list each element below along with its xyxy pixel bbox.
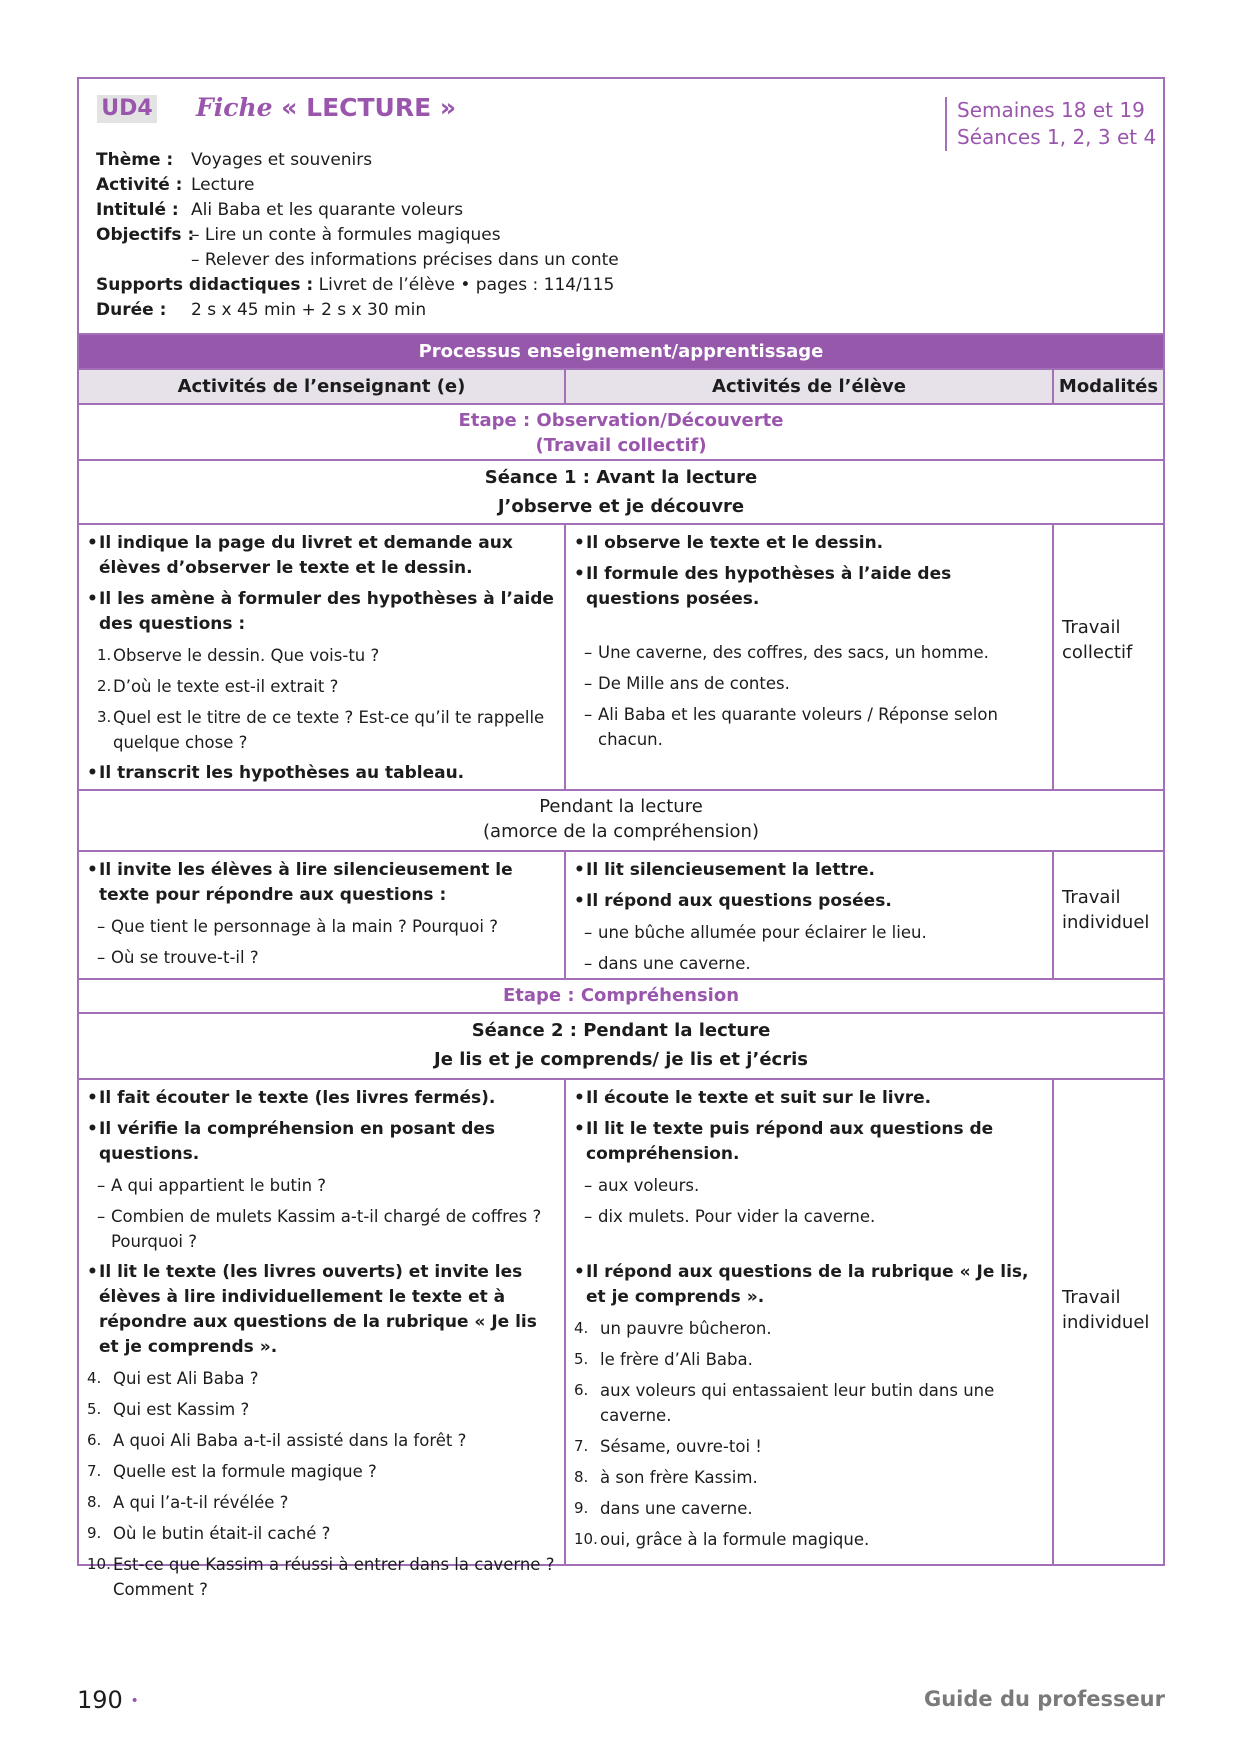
- numbered-item: 4. un pauvre bûcheron.: [574, 1319, 772, 1338]
- bullet-icon: •: [130, 1693, 139, 1709]
- question-item: 3. Quel est le titre de ce texte ? Est-ce qu’il te rappelle quelque chose ?: [97, 708, 545, 752]
- teacher-step: • Il invite les élèves à lire silencieusement le texte pour répondre aux questions :: [87, 858, 556, 908]
- teacher-step: • Il transcrit les hypothèses au tableau.: [87, 761, 556, 786]
- objectif-1: – Lire un conte à formules magiques: [191, 225, 501, 245]
- numbered-item: 10. oui, grâce à la formule magique.: [574, 1530, 870, 1549]
- modalite-cell-1: [1054, 525, 1163, 789]
- numbered-answers: [574, 1316, 1044, 1552]
- unit-badge: UD4: [97, 95, 157, 123]
- teacher-cell-1: [79, 525, 566, 789]
- answer-item: – Une caverne, des coffres, des sacs, un homme.: [584, 643, 989, 662]
- info-row-duree: [96, 298, 614, 323]
- column-headers: [79, 368, 1163, 405]
- teacher-cell-3: [79, 1080, 566, 1599]
- sheet-title-prefix: Fiche: [196, 93, 273, 122]
- student-cell-2: [566, 852, 1054, 978]
- student-step: • Il écoute le texte et suit sur le livre.: [574, 1086, 1044, 1111]
- theme-value: Voyages et souvenirs: [191, 150, 373, 170]
- student-cell-3: [566, 1080, 1054, 1564]
- student-step: • Il observe le texte et le dessin.: [574, 531, 1044, 556]
- numbered-item: 6. aux voleurs qui entassaient leur butin dans une caverne.: [574, 1381, 995, 1425]
- question-item: 1. Observe le dessin. Que vois-tu ?: [97, 646, 380, 665]
- question-item: – Où se trouve-t-il ?: [97, 948, 259, 967]
- modalite-text: individuel: [1062, 1312, 1150, 1333]
- duree-label: Durée :: [96, 300, 167, 320]
- student-step: • Il lit le texte puis répond aux questions de compréhension.: [574, 1117, 1044, 1167]
- student-step: • Il répond aux questions de la rubrique « Je lis, et je comprends ».: [574, 1260, 1044, 1310]
- student-step: • Il lit silencieusement la lettre.: [574, 858, 1044, 883]
- question-item: – A qui appartient le butin ?: [97, 1176, 327, 1195]
- question-item: 2. D’où le texte est-il extrait ?: [97, 677, 339, 696]
- etape-observation-sub: (Travail collectif): [535, 435, 707, 456]
- col-modalites-header: Modalités: [1058, 376, 1159, 397]
- intitule-value: Ali Baba et les quarante voleurs: [191, 200, 464, 220]
- numbered-item: 5. le frère d’Ali Baba.: [574, 1350, 753, 1369]
- modalite-text: collectif: [1062, 642, 1133, 663]
- intitule-label: Intitulé :: [96, 200, 179, 220]
- answer-item: – une bûche allumée pour éclairer le lieu.: [584, 923, 927, 942]
- numbered-item: 6. A quoi Ali Baba a-t-il assisté dans la forêt ?: [87, 1431, 467, 1450]
- info-row-theme: [96, 148, 614, 173]
- numbered-item: 7. Quelle est la formule magique ?: [87, 1462, 377, 1481]
- activite-value: Lecture: [191, 175, 255, 195]
- block-comprehension: [79, 1080, 1163, 1599]
- info-row-activite: [96, 173, 614, 198]
- numbered-questions: [87, 1366, 556, 1602]
- etape-comprehension: Etape : Compréhension: [79, 980, 1163, 1014]
- modalite-text: Travail: [1062, 617, 1121, 638]
- modalite-text: Travail: [1062, 887, 1121, 908]
- info-row-objectif-2: [96, 248, 619, 273]
- seance-1-title: Séance 1 : Avant la lecture: [484, 467, 758, 488]
- modalite-text: individuel: [1062, 912, 1150, 933]
- answer-item: – dans une caverne.: [584, 954, 751, 973]
- col-teacher-header: Activités de l’enseignant (e): [79, 370, 566, 403]
- page-number-text: 190: [77, 1686, 123, 1714]
- supports-value: Livret de l’élève • pages : 114/115: [318, 275, 615, 295]
- sheet-title-main: « LECTURE »: [281, 93, 457, 122]
- objectif-2: – Relever des informations précises dans un conte: [191, 250, 619, 270]
- student-cell-1: [566, 525, 1054, 789]
- sheet-title: [196, 91, 456, 125]
- weeks-text: Semaines 18 et 19: [957, 98, 1145, 122]
- numbered-item: 5. Qui est Kassim ?: [87, 1400, 250, 1419]
- teacher-step: • Il vérifie la compréhension en posant des questions.: [87, 1117, 556, 1167]
- modalite-cell-2: [1054, 852, 1163, 978]
- teacher-step: • Il lit le texte (les livres ouverts) et invite les élèves à lire individuellement le texte et à répondre aux questions de la rubrique « Je lis et je comprends ».: [87, 1260, 556, 1360]
- process-band: Processus enseignement/apprentissage: [79, 335, 1163, 368]
- seance-1: [79, 461, 1163, 525]
- student-step: • Il formule des hypothèses à l’aide des questions posées.: [574, 562, 1044, 612]
- numbered-item: 4. Qui est Ali Baba ?: [87, 1369, 259, 1388]
- answer-item: – De Mille ans de contes.: [584, 674, 790, 693]
- page-number: [77, 1685, 139, 1716]
- numbered-item: 8. A qui l’a-t-il révélée ?: [87, 1493, 289, 1512]
- teacher-step: • Il fait écouter le texte (les livres fermés).: [87, 1086, 556, 1111]
- block-silent-reading: [79, 852, 1163, 980]
- question-item: – Combien de mulets Kassim a-t-il chargé de coffres ? Pourquoi ?: [97, 1207, 542, 1251]
- numbered-item: 8. à son frère Kassim.: [574, 1468, 758, 1487]
- answer-item: – Ali Baba et les quarante voleurs / Réponse selon chacun.: [584, 705, 998, 749]
- modalite-text: Travail: [1062, 1287, 1121, 1308]
- sessions-text: Séances 1, 2, 3 et 4: [957, 125, 1157, 149]
- lesson-info: [96, 148, 619, 323]
- schedule-box: [945, 97, 1156, 151]
- seance-2: [79, 1014, 1163, 1080]
- pendant-title: Pendant la lecture: [539, 796, 703, 817]
- answer-item: – aux voleurs.: [584, 1176, 700, 1195]
- lesson-sheet: [77, 77, 1165, 1599]
- info-row-supports: [96, 273, 614, 298]
- teacher-step: • Il les amène à formuler des hypothèses à l’aide des questions :: [87, 587, 556, 637]
- block-observation: [79, 525, 1163, 791]
- numbered-item: 10. Est-ce que Kassim a réussi à entrer dans la caverne ? Comment ?: [87, 1555, 555, 1599]
- modalite-cell-3: [1054, 1080, 1163, 1564]
- duree-value: 2 s x 45 min + 2 s x 30 min: [191, 300, 427, 320]
- supports-label: Supports didactiques :: [96, 275, 314, 295]
- numbered-item: 9. Où le butin était-il caché ?: [87, 1524, 331, 1543]
- col-student-header: Activités de l’élève: [566, 370, 1054, 403]
- etape-observation: [79, 405, 1163, 461]
- pendant-lecture: [79, 791, 1163, 852]
- sheet-header: [79, 79, 1163, 335]
- guide-label: Guide du professeur: [923, 1687, 1165, 1711]
- answer-item: – dix mulets. Pour vider la caverne.: [584, 1207, 876, 1226]
- seance-2-title: Séance 2 : Pendant la lecture: [471, 1020, 771, 1041]
- seance-1-sub: J’observe et je découvre: [497, 496, 745, 517]
- teacher-cell-2: [79, 852, 566, 978]
- info-row-intitule: [96, 198, 614, 223]
- objectifs-label: Objectifs :: [96, 225, 195, 245]
- teacher-step: • Il indique la page du livret et demande aux élèves d’observer le texte et le dessin.: [87, 531, 556, 581]
- student-step: • Il répond aux questions posées.: [574, 889, 1044, 914]
- etape-observation-title: Etape : Observation/Découverte: [458, 410, 784, 431]
- seance-2-sub: Je lis et je comprends/ je lis et j’écris: [434, 1049, 808, 1070]
- info-row-objectifs: [96, 223, 614, 248]
- theme-label: Thème :: [96, 150, 174, 170]
- numbered-item: 9. dans une caverne.: [574, 1499, 753, 1518]
- numbered-item: 7. Sésame, ouvre-toi !: [574, 1437, 762, 1456]
- pendant-sub: (amorce de la compréhension): [483, 821, 759, 842]
- activite-label: Activité :: [96, 175, 183, 195]
- question-item: – Que tient le personnage à la main ? Pourquoi ?: [97, 917, 498, 936]
